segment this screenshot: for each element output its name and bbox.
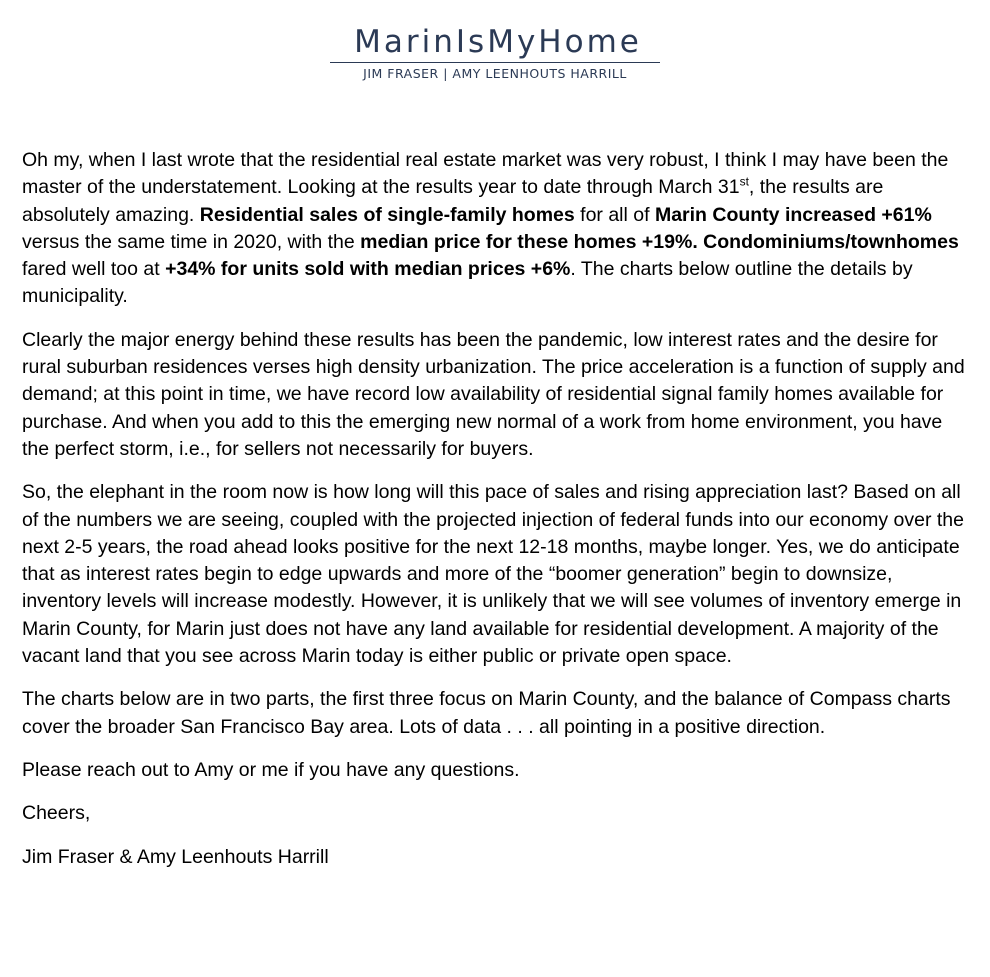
bold-condo-results: +34% for units sold with median prices +6%: [165, 258, 571, 281]
letterhead: [0, 24, 990, 83]
signature: Jim Fraser & Amy Leenhouts Harrill: [22, 845, 329, 868]
bold-median-price: median price for these homes +19%. Condominiums/townhomes: [360, 230, 959, 253]
paragraph-charts-intro: The charts below are in two parts, the first three focus on Marin County, and the balance of Compass charts cover the broader San Francisco Bay area. Lots of data . . . all pointing in a positive direction.: [22, 688, 951, 738]
paragraph-market-results: Oh my, when I last wrote that the residential real estate market was very robust, I think I may have been the master of the understatement. Looking at the results year to date through March 31st, the results are absolutely amazing. Residential sales of single-family homes for all of Marin County increased +61% versus the same time in 2020, with the median price for these homes +19%. Condominiums/townhomes fared well too at +34% for units sold with median prices +6%. The charts below outline the details by municipality.: [22, 149, 959, 308]
paragraph-outlook: So, the elephant in the room now is how long will this pace of sales and rising appreciation last? Based on all of the numbers we are seeing, coupled with the projected injection of federal funds into our economy over the next 2-5 years, the road ahead looks positive for the next 12-18 months, maybe longer. Yes, we do anticipate that as interest rates begin to edge upwards and more of the “boomer generation” begin to downsize, inventory levels will increase modestly. However, it is unlikely that we will see volumes of inventory emerge in Marin County, for Marin just does not have any land available for residential development. A majority of the vacant land that you see across Marin today is either public or private open space.: [22, 481, 964, 668]
logo-subtitle: JIM FRASER | AMY LEENHOUTS HARRILL: [363, 66, 627, 81]
logo-divider: [330, 62, 660, 63]
paragraph-contact: Please reach out to Amy or me if you have any questions.: [22, 758, 520, 781]
closing: Cheers,: [22, 802, 91, 825]
paragraph-market-drivers: Clearly the major energy behind these results has been the pandemic, low interest rates and the desire for rural suburban residences verses high density urbanization. The price acceleration is a function of supply and demand; at this point in time, we have record low availability of residential signal family homes available for purchase. And when you add to this the emerging new normal of a work from home environment, you have the perfect storm, i.e., for sellers not necessarily for buyers.: [22, 328, 965, 460]
bold-marin-increase: Marin County increased +61%: [654, 203, 932, 226]
letter-body: [22, 147, 967, 887]
bold-residential-sales: Residential sales of single-family homes: [199, 203, 575, 226]
logo-title: MarinIsMyHome: [354, 24, 642, 60]
marinismyhome-logo: [330, 24, 660, 82]
